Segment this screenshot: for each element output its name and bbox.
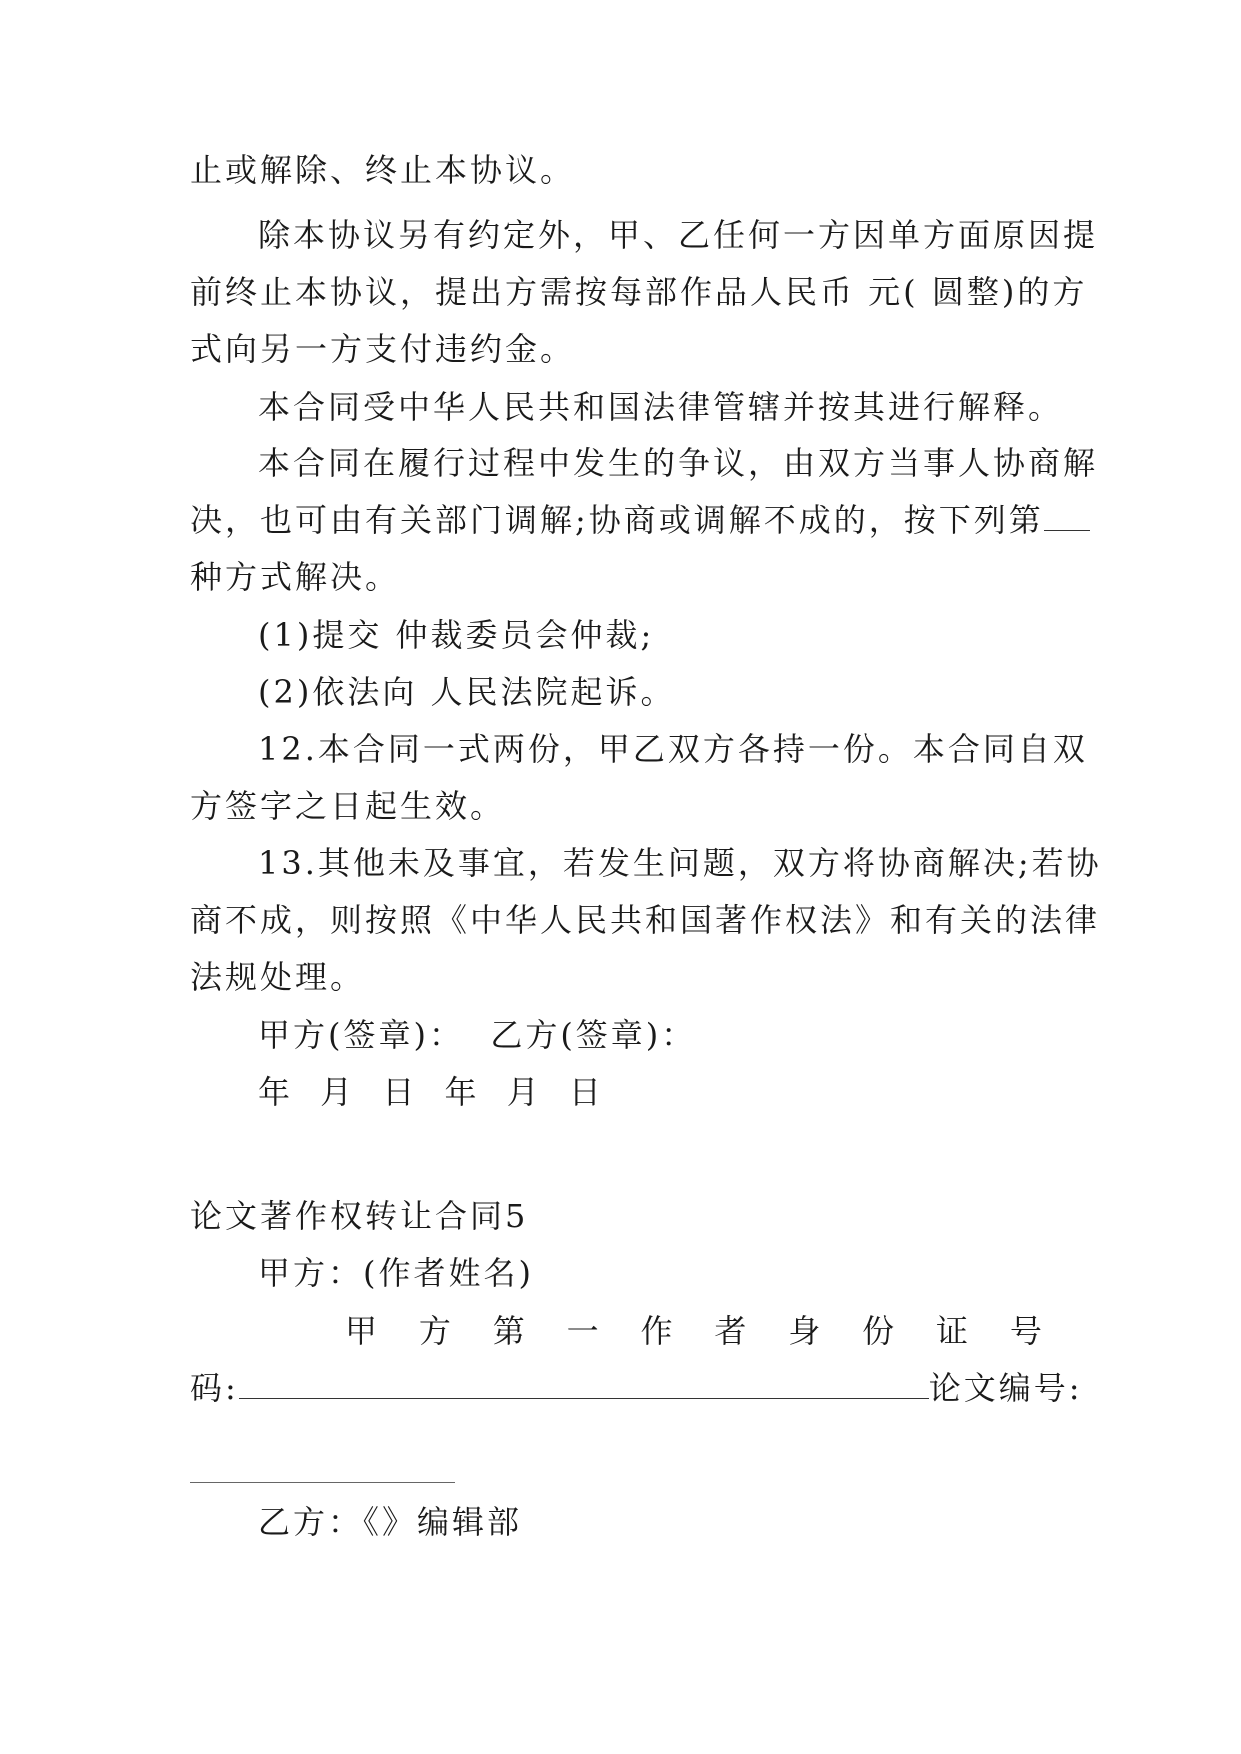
clause-13-line-2: 商不成，则按照《中华人民共和国著作权法》和有关的法律 — [190, 901, 1101, 939]
clause-12-line-1: 12.本合同一式两份，甲乙双方各持一份。本合同自双 — [258, 730, 1088, 768]
paragraph-termination-end: 止或解除、终止本协议。 — [190, 151, 576, 189]
paragraph-penalty-line-3: 式向另一方支付违约金。 — [190, 330, 576, 368]
id-label-char: 作 — [640, 1312, 676, 1350]
option-arbitration: (1)提交 仲裁委员会仲裁; — [258, 616, 655, 654]
id-number-label-spread — [345, 1311, 1045, 1351]
paragraph-dispute-line-2 — [190, 500, 1090, 540]
party-a-line: 甲方：(作者姓名) — [258, 1254, 534, 1292]
paragraph-dispute-line-3: 种方式解决。 — [190, 558, 401, 596]
id-label-char: 身 — [788, 1312, 824, 1350]
id-label-char: 者 — [714, 1312, 750, 1350]
id-label-char: 甲 — [345, 1312, 381, 1350]
clause-13-line-3: 法规处理。 — [190, 958, 366, 996]
id-label-char: 号 — [1009, 1312, 1045, 1350]
id-label-char: 证 — [936, 1312, 972, 1350]
clause-13-line-1: 13.其他未及事宜，若发生问题，双方将协商解决;若协 — [258, 844, 1102, 882]
id-label-char: 份 — [862, 1312, 898, 1350]
paragraph-penalty-line-2: 前终止本协议，提出方需按每部作品人民币 元( 圆整)的方 — [190, 273, 1088, 311]
clause-12-line-2: 方签字之日起生效。 — [190, 787, 506, 825]
paragraph-penalty-line-1: 除本协议另有约定外，甲、乙任何一方因单方面原因提 — [258, 216, 1099, 254]
id-label-char: 方 — [418, 1312, 454, 1350]
id-label-char: 一 — [566, 1312, 602, 1350]
paper-number-underline — [190, 1482, 455, 1483]
id-number-underline — [239, 1370, 929, 1399]
option-court: (2)依法向 人民法院起诉。 — [258, 673, 676, 711]
signature-line: 甲方(签章)： 乙方(签章)： — [258, 1016, 697, 1054]
paragraph-governing-law: 本合同受中华人民共和国法律管辖并按其进行解释。 — [258, 388, 1064, 426]
blank-underline — [1044, 502, 1090, 531]
paper-number-label: 论文编号: — [928, 1369, 1083, 1407]
paragraph-dispute-line-1: 本合同在履行过程中发生的争议，由双方当事人协商解 — [258, 444, 1099, 482]
section-title: 论文著作权转让合同5 — [190, 1197, 529, 1235]
id-number-field-line — [190, 1368, 1083, 1408]
id-label-char: 第 — [492, 1312, 528, 1350]
date-line: 年 月 日 年 月 日 — [258, 1073, 611, 1111]
dispute-line-2-text: 决，也可由有关部门调解;协商或调解不成的，按下列第 — [190, 501, 1044, 539]
id-label-end: 码: — [190, 1369, 239, 1407]
party-b-line: 乙方：《》编辑部 — [258, 1503, 523, 1541]
